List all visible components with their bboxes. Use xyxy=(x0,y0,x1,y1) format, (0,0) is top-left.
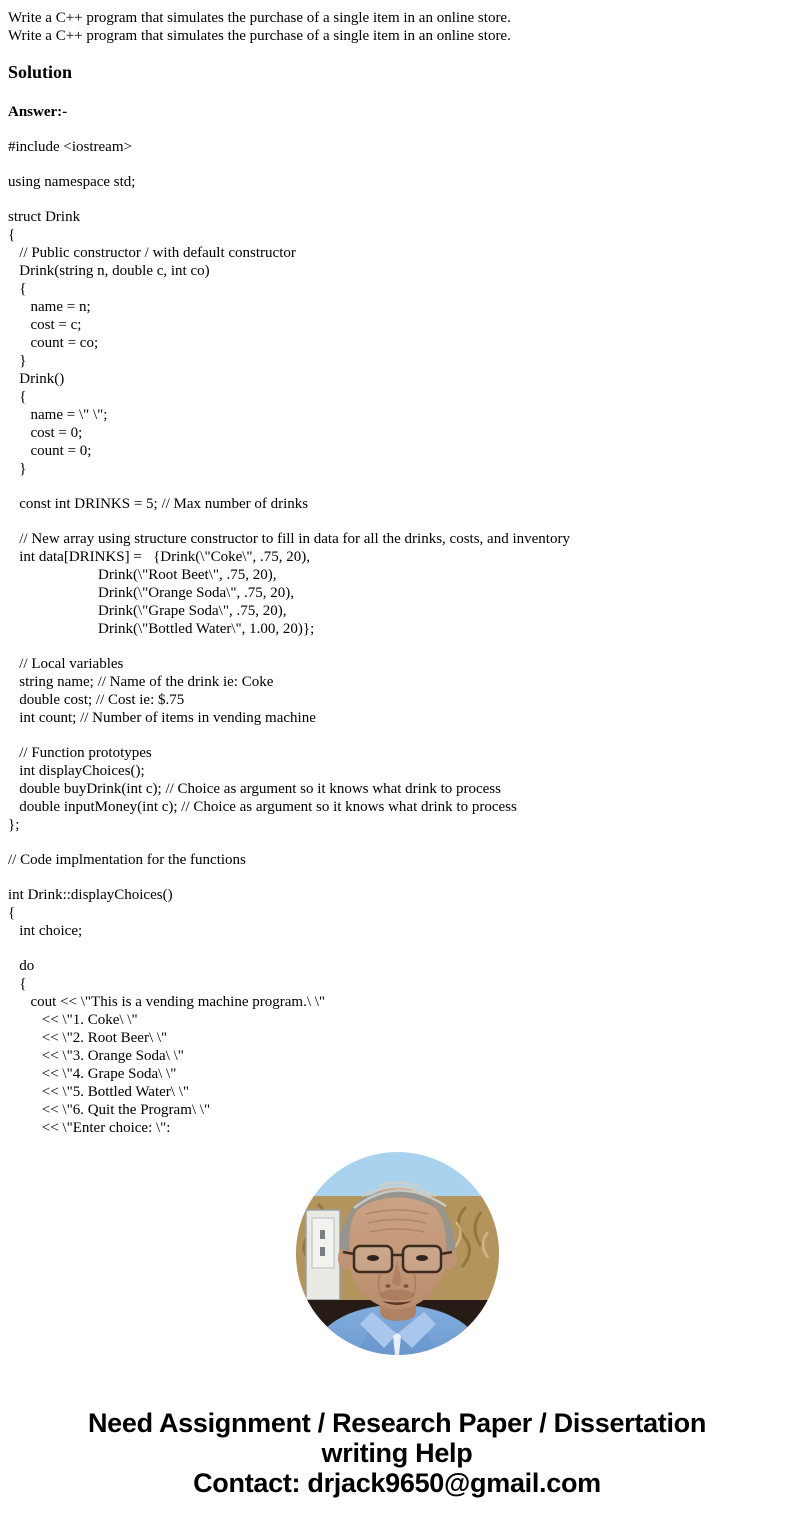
footer-banner xyxy=(0,1408,794,1498)
code-line xyxy=(8,478,786,495)
code-line: << \"6. Quit the Program\ \" xyxy=(8,1102,211,1118)
code-line: Drink(string n, double c, int co) xyxy=(8,263,210,279)
code-line: int data[DRINKS] = {Drink(\"Coke\", .75, 20), xyxy=(8,549,311,565)
code-block xyxy=(8,138,786,1137)
code-line: cost = 0; xyxy=(8,425,83,441)
code-line: Drink() xyxy=(8,371,65,387)
code-line: << \"2. Root Beer\ \" xyxy=(8,1030,168,1046)
code-line: struct Drink xyxy=(8,209,81,225)
code-line: const int DRINKS = 5; // Max number of drinks xyxy=(8,496,309,512)
code-line: { xyxy=(8,905,16,921)
code-line xyxy=(8,156,786,173)
code-line: { xyxy=(8,976,27,992)
code-line: { xyxy=(8,281,27,297)
code-line: Drink(\"Root Beet\", .75, 20), xyxy=(8,567,277,583)
solution-heading: Solution xyxy=(8,62,73,82)
code-line xyxy=(8,940,786,957)
prompt-line-1: Write a C++ program that simulates the purchase of a single item in an online store. xyxy=(8,10,511,26)
code-line: int choice; xyxy=(8,923,83,939)
code-line: << \"5. Bottled Water\ \" xyxy=(8,1084,189,1100)
code-line: #include <iostream> xyxy=(8,139,132,155)
code-line: { xyxy=(8,389,27,405)
code-line: double buyDrink(int c); // Choice as argument so it knows what drink to process xyxy=(8,781,501,797)
code-line: << \"1. Coke\ \" xyxy=(8,1012,138,1028)
answer-heading: Answer:- xyxy=(8,104,68,120)
footer-contact-email: Contact: drjack9650@gmail.com xyxy=(193,1468,601,1498)
code-line xyxy=(8,513,786,530)
code-line: << \"3. Orange Soda\ \" xyxy=(8,1048,184,1064)
footer-line-2: writing Help xyxy=(321,1438,473,1468)
code-line: string name; // Name of the drink ie: Coke xyxy=(8,674,274,690)
code-line: // New array using structure constructor to fill in data for all the drinks, costs, and inventory xyxy=(8,531,570,547)
problem-statement xyxy=(0,0,794,45)
code-line xyxy=(8,638,786,655)
code-line: << \"Enter choice: \": xyxy=(8,1120,171,1136)
code-line: // Public constructor / with default constructor xyxy=(8,245,296,261)
code-line: int count; // Number of items in vending machine xyxy=(8,710,316,726)
code-line: using namespace std; xyxy=(8,174,136,190)
code-line: } xyxy=(8,461,27,477)
code-line: }; xyxy=(8,817,20,833)
code-line xyxy=(8,727,786,744)
code-line: double cost; // Cost ie: $.75 xyxy=(8,692,185,708)
code-line: int Drink::displayChoices() xyxy=(8,887,173,903)
code-line: { xyxy=(8,227,16,243)
instructor-photo-image xyxy=(296,1152,499,1355)
code-line: Drink(\"Orange Soda\", .75, 20), xyxy=(8,585,294,601)
instructor-photo xyxy=(296,1152,499,1355)
code-line: count = co; xyxy=(8,335,99,351)
code-line: int displayChoices(); xyxy=(8,763,145,779)
prompt-line-2: Write a C++ program that simulates the purchase of a single item in an online store. xyxy=(8,28,511,44)
footer-line-1: Need Assignment / Research Paper / Dissertation xyxy=(87,1408,707,1438)
code-line: name = \" \"; xyxy=(8,407,108,423)
code-line: Drink(\"Grape Soda\", .75, 20), xyxy=(8,603,287,619)
code-line: cost = c; xyxy=(8,317,82,333)
code-line: Drink(\"Bottled Water\", 1.00, 20)}; xyxy=(8,621,315,637)
code-line: do xyxy=(8,958,35,974)
code-line: // Function prototypes xyxy=(8,745,152,761)
code-line: // Code implmentation for the functions xyxy=(8,852,246,868)
code-line: << \"4. Grape Soda\ \" xyxy=(8,1066,177,1082)
code-line: } xyxy=(8,353,27,369)
code-line: count = 0; xyxy=(8,443,92,459)
code-line xyxy=(8,191,786,208)
code-line: name = n; xyxy=(8,299,91,315)
code-line xyxy=(8,834,786,851)
code-line: // Local variables xyxy=(8,656,124,672)
code-line xyxy=(8,869,786,886)
code-line: cout << \"This is a vending machine program.\ \" xyxy=(8,994,326,1010)
code-line: double inputMoney(int c); // Choice as argument so it knows what drink to process xyxy=(8,799,517,815)
